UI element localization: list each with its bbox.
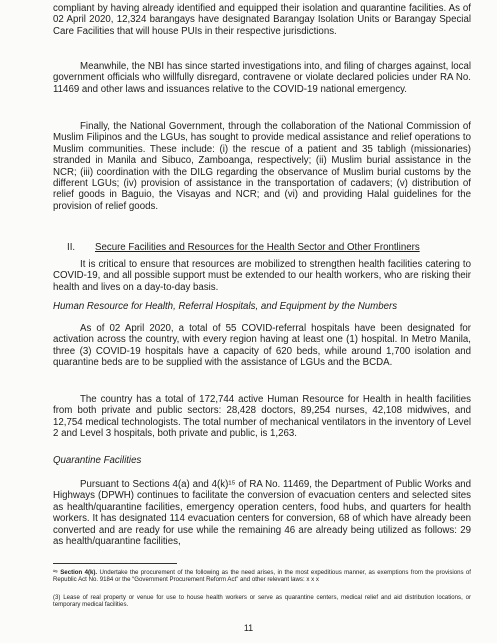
paragraph-isolation-facilities: compliant by having already identified and equipped their isolation and quarantine facilities. As of 02 April 2020, 12,324 barangays have designated Barangay Isolation Units or Barangay Special Care Facilities that will house PUIs in their respective jurisdictions. bbox=[53, 3, 471, 37]
footnote-label: ¹⁵ Section 4(k). bbox=[53, 569, 98, 576]
subheading-quarantine-facilities: Quarantine Facilities bbox=[53, 455, 142, 466]
footnote-15-item-3: (3) Lease of real property or venue for use to house health workers or serve as quarantine centers, medical relief and aid distribution locations, or temporary medical facilities. bbox=[53, 594, 471, 609]
paragraph-dpwh-conversion: Pursuant to Sections 4(a) and 4(k)¹⁵ of RA No. 11469, the Department of Public Works and Highways (DPWH) continues to facilitate the conversion of evacuation centers and selected sites as health/quarantine facilities, emergency operation centers, food hubs, and quarters for health workers. It has designated 114 evacuation centers for conversion, 68 of which have already been converted and are ready for use while the remaining 46 are already being utilized as follows: 29 as health/quarantine facilities, bbox=[53, 479, 471, 548]
footnote-text: Undertake the procurement of the following as the need arises, in the most expeditious manner, as exemptions from the provisions of Republic Act No. 9184 or the “Government Procurement Reform Act” and other relevant laws: x x x bbox=[53, 569, 471, 584]
paragraph-health-resources: It is critical to ensure that resources are mobilized to strengthen health facilities catering to COVID-19, and all possible support must be extended to our health workers, who are risking their health and lives on a day-to-day basis. bbox=[53, 259, 471, 293]
section-number: II. bbox=[67, 242, 76, 253]
footnote-15 bbox=[53, 569, 471, 584]
footnote-divider bbox=[53, 563, 177, 564]
section-heading bbox=[53, 242, 471, 254]
subheading-human-resource: Human Resource for Health, Referral Hospitals, and Equipment by the Numbers bbox=[53, 301, 398, 312]
paragraph-muslim-communities: Finally, the National Government, through the collaboration of the National Commission of Muslim Filipinos and the LGUs, has sought to provide medical assistance and relief operations to Muslim communities. These include: (i) the rescue of a patient and 35 tabligh (missionaries) stranded in Manila and Sibuco, Zamboanga, respectively; (ii) Muslim burial assistance in the NCR; (iii) coordination with the DILG regarding the observance of Muslim burial customs by the different LGUs; (iv) provision of assistance in the transportation of cadavers; (v) distribution of relief goods in Baguio, the Visayas and NCR; and (vi) and providing Halal guidelines for the provision of relief goods. bbox=[53, 121, 471, 212]
page-number: 11 bbox=[243, 623, 254, 633]
paragraph-health-workforce: The country has a total of 172,744 active Human Resource for Health in health facilities from both private and public sectors: 28,428 doctors, 89,254 nurses, 42,108 midwives, and 12,754 medical technologists. The total number of mechanical ventilators in the inventory of Level 2 and Level 3 hospitals, both private and public, is 1,263. bbox=[53, 394, 471, 440]
section-title: Secure Facilities and Resources for the Health Sector and Other Frontliners bbox=[95, 242, 420, 253]
paragraph-referral-hospitals: As of 02 April 2020, a total of 55 COVID-referral hospitals have been designated for activation across the country, with every region having at least one (1) hospital. In Metro Manila, three (3) COVID-19 hospitals have a capacity of 620 beds, while around 1,700 isolation and quarantine beds are to be supplied with the assistance of LGUs and the BCDA. bbox=[53, 323, 471, 369]
paragraph-nbi-investigations: Meanwhile, the NBI has since started investigations into, and filing of charges against, local government officials who willfully disregard, contravene or violate declared policies under RA No. 11469 and other laws and issuances relative to the COVID-19 national emergency. bbox=[53, 61, 471, 95]
